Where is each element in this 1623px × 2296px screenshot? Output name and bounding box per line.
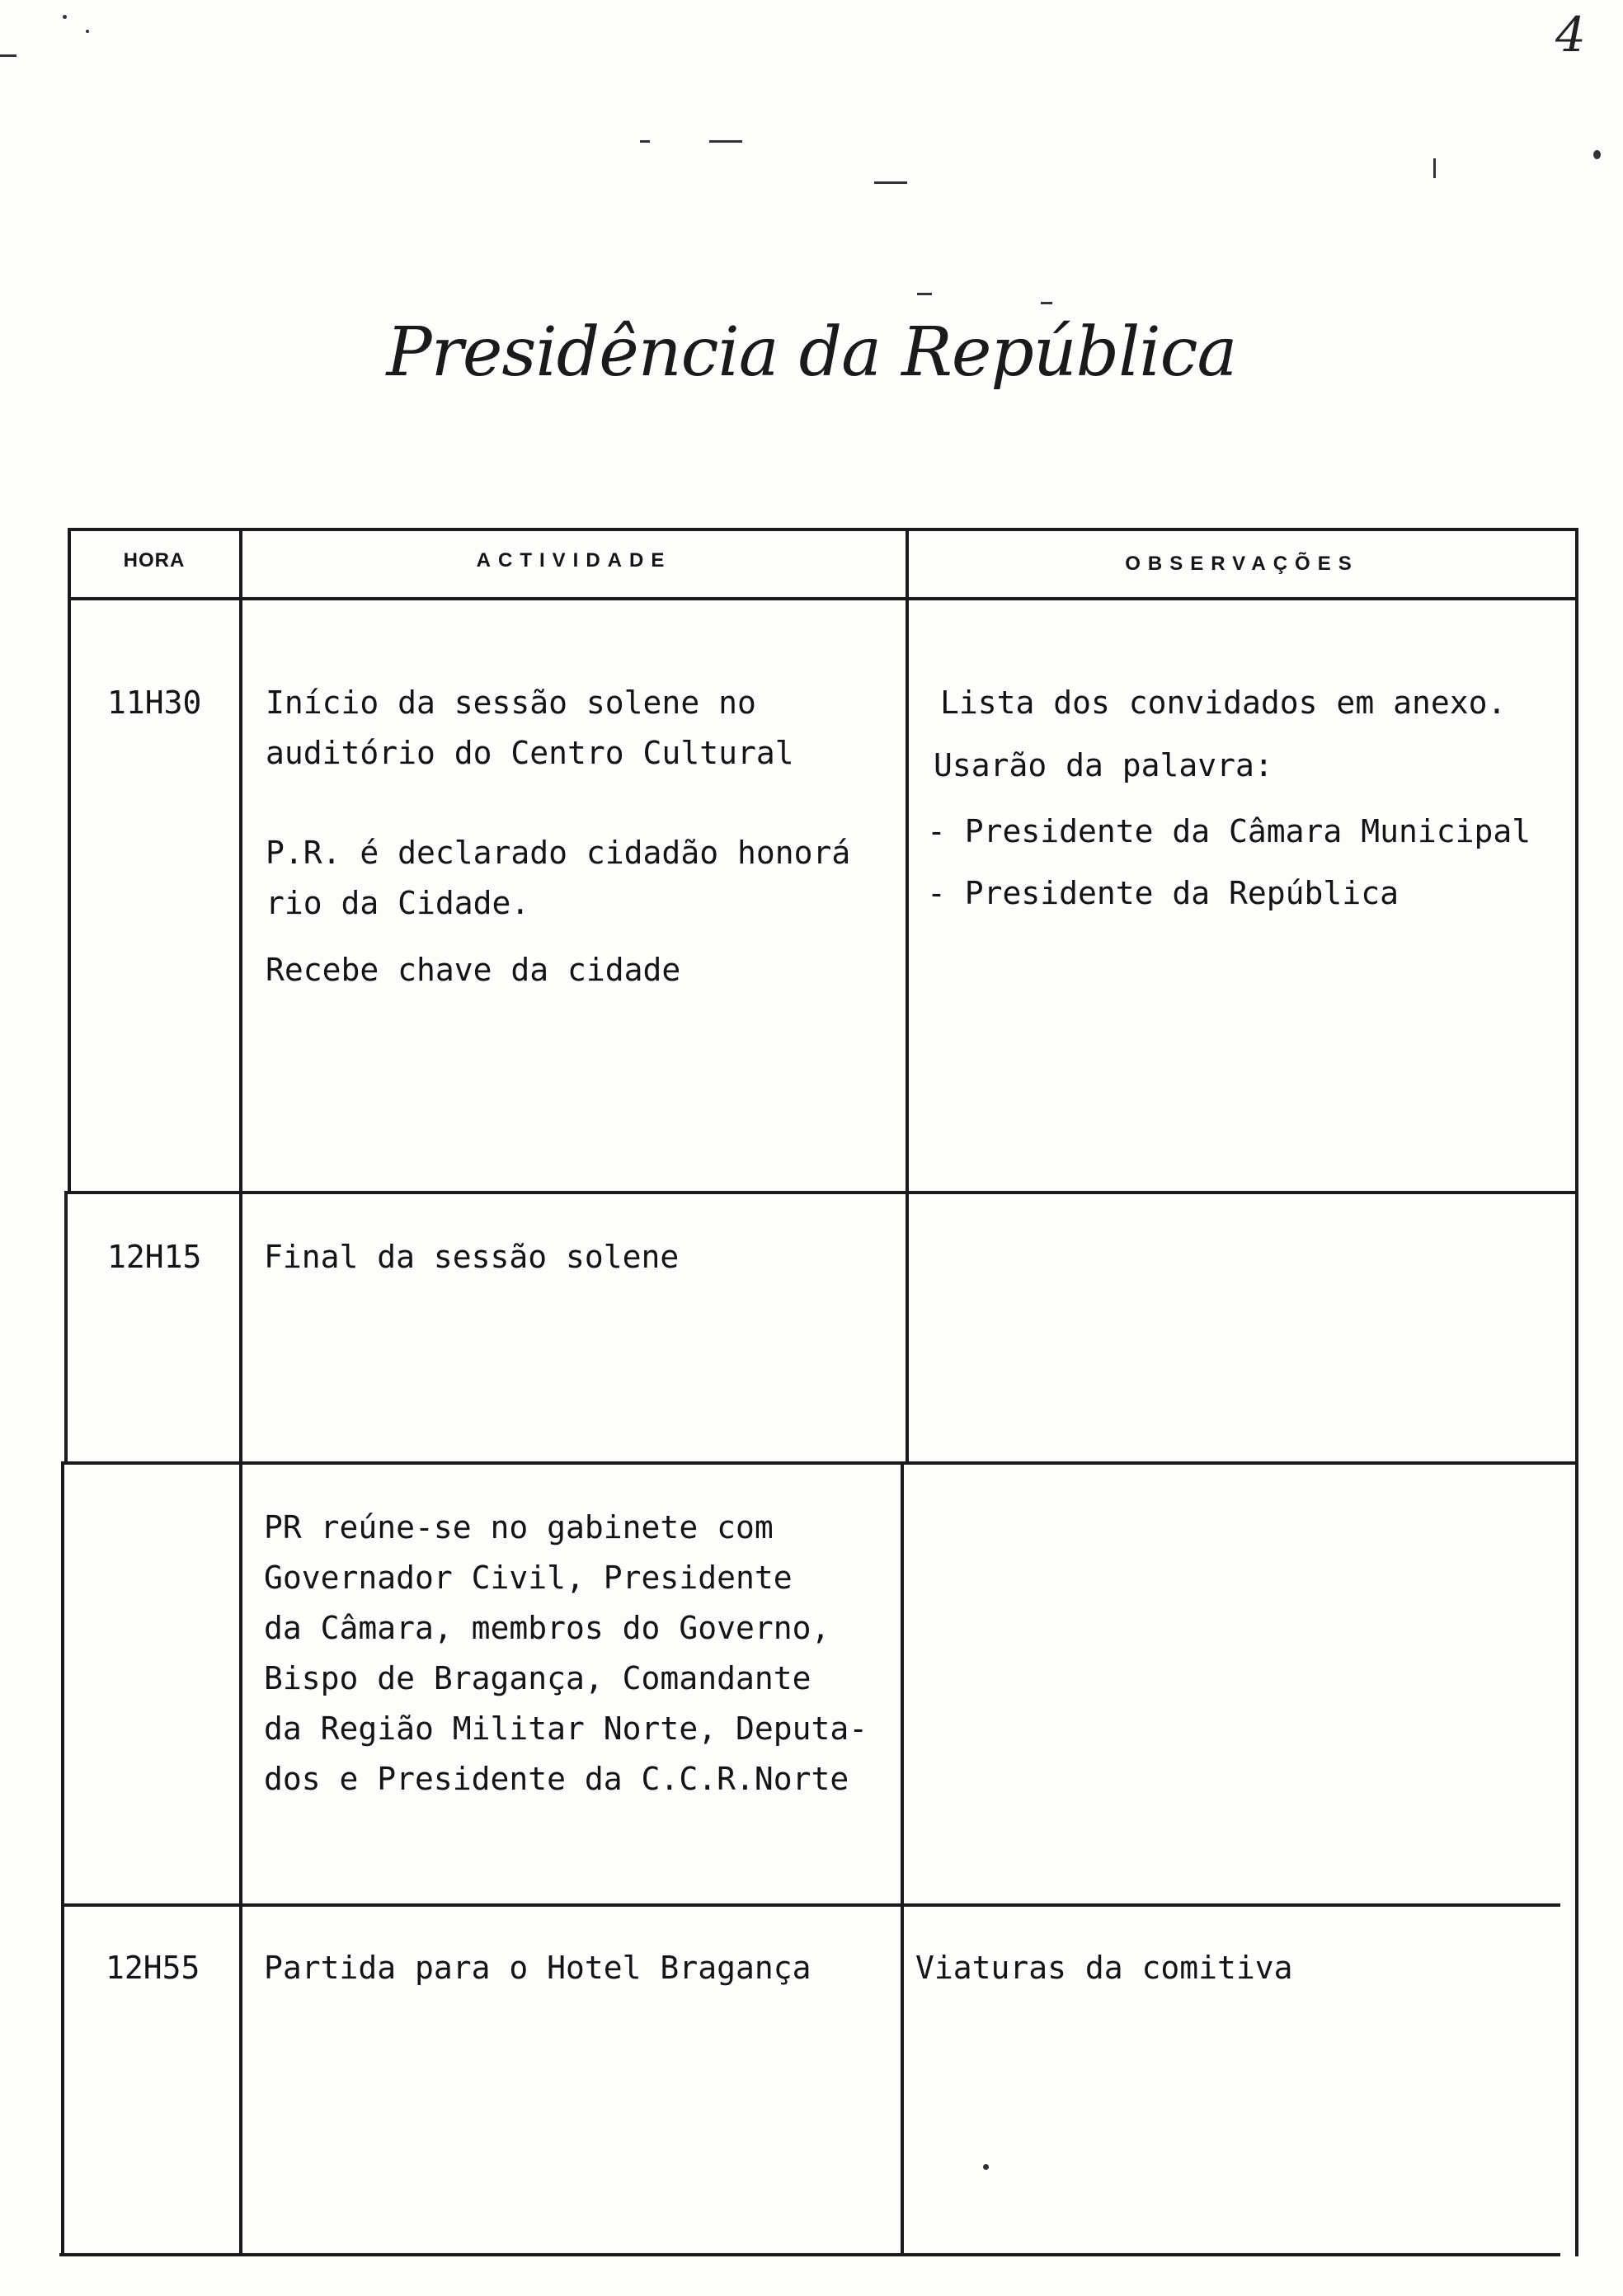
row-1-observacoes-line-1: Lista dos convidados em anexo. xyxy=(940,685,1507,721)
row-3-actividade-line-6: dos e Presidente da C.C.R.Norte xyxy=(264,1761,849,1797)
row-1-actividade-line-1: Início da sessão solene no xyxy=(266,685,756,721)
header-actividade: ACTIVIDADE xyxy=(476,549,672,572)
column-divider-hora xyxy=(239,528,242,2256)
row-1-observacoes-line-2: Usarão da palavra: xyxy=(934,747,1273,783)
row-3-actividade-line-3: da Câmara, membros do Governo, xyxy=(264,1610,830,1646)
scan-mark xyxy=(640,140,650,143)
row-1-hora: 11H30 xyxy=(107,685,202,721)
scan-mark xyxy=(709,140,742,143)
row-divider xyxy=(64,1461,1578,1465)
scan-speck xyxy=(1593,150,1601,159)
row-divider xyxy=(64,1191,1578,1194)
table-border-top xyxy=(68,528,1578,531)
row-1-actividade-line-3: P.R. é declarado cidadão honorá xyxy=(266,835,851,871)
header-observacoes: OBSERVAÇÕES xyxy=(1125,553,1359,575)
scan-mark xyxy=(874,181,907,184)
table-border-left xyxy=(61,1461,64,2256)
header-divider xyxy=(68,597,1578,600)
column-divider-actividade xyxy=(906,528,909,1465)
page-number: 4 xyxy=(1555,7,1586,63)
row-1-actividade-line-4: rio da Cidade. xyxy=(266,885,530,921)
row-1-observacoes-line-4: - Presidente da República xyxy=(927,875,1399,911)
table-border-bottom xyxy=(59,2253,1560,2256)
row-1-actividade-line-5: Recebe chave da cidade xyxy=(266,952,681,988)
row-2-hora: 12H15 xyxy=(107,1239,202,1275)
row-3-actividade-line-4: Bispo de Bragança, Comandante xyxy=(264,1660,812,1696)
scan-mark xyxy=(1041,302,1052,304)
table-border-left xyxy=(64,1191,68,1463)
row-1-observacoes-line-3: - Presidente da Câmara Municipal xyxy=(927,813,1531,849)
row-4-observacoes-line-1: Viaturas da comitiva xyxy=(915,1950,1293,1986)
row-1-actividade-line-2: auditório do Centro Cultural xyxy=(266,735,794,771)
scan-speck xyxy=(63,15,67,19)
scan-mark xyxy=(1433,158,1436,178)
column-divider-actividade xyxy=(901,1461,904,2256)
table-border-left xyxy=(68,528,71,1194)
row-4-hora: 12H55 xyxy=(106,1950,200,1986)
row-divider xyxy=(61,1903,1560,1907)
scan-mark xyxy=(917,293,932,295)
scan-speck xyxy=(983,2164,989,2170)
table-border-right xyxy=(1575,528,1578,2256)
row-2-actividade-line-1: Final da sessão solene xyxy=(264,1239,680,1275)
row-3-actividade-line-1: PR reúne-se no gabinete com xyxy=(264,1509,774,1546)
letterhead: Presidência da República xyxy=(386,313,1237,392)
header-hora: HORA xyxy=(123,549,186,572)
row-3-actividade-line-2: Governador Civil, Presidente xyxy=(264,1560,793,1596)
scan-speck xyxy=(86,30,89,33)
row-3-actividade-line-5: da Região Militar Norte, Deputa- xyxy=(264,1710,868,1747)
row-4-actividade-line-1: Partida para o Hotel Bragança xyxy=(264,1950,812,1986)
scan-mark xyxy=(0,54,16,57)
